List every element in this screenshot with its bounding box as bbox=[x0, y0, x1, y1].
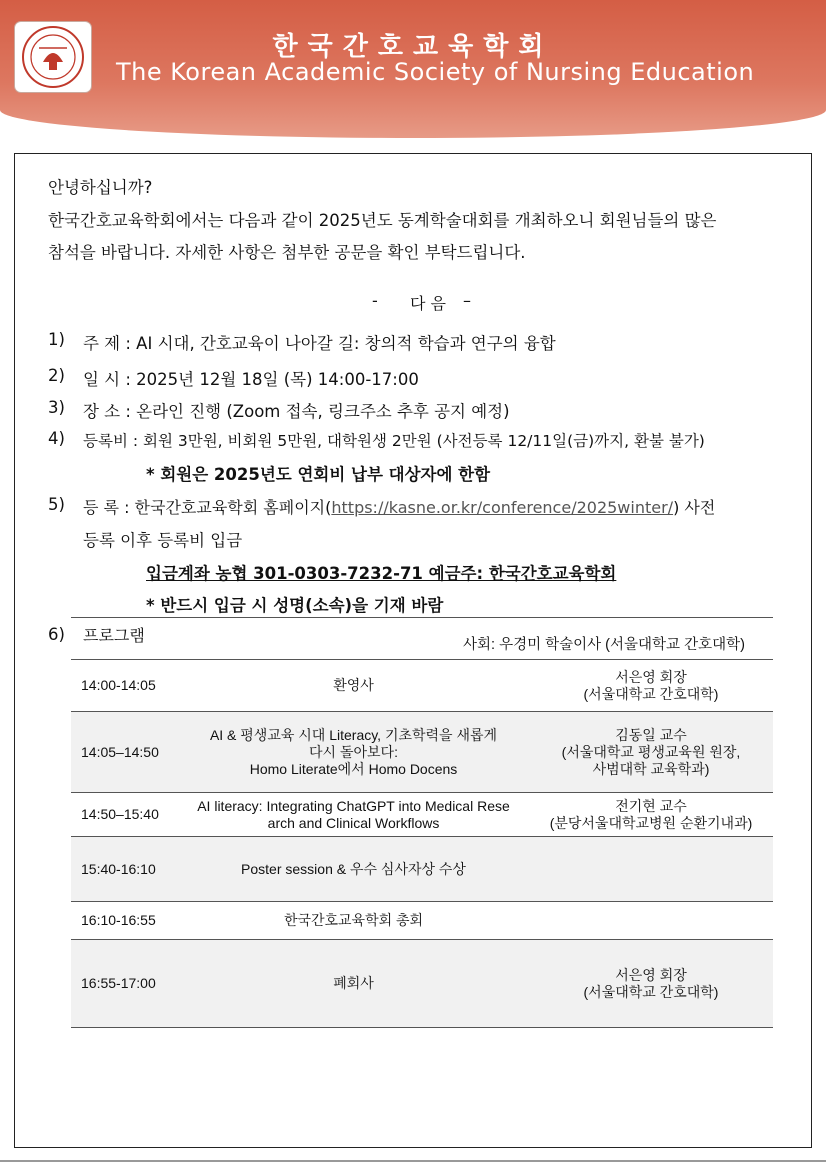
program-table bbox=[71, 617, 773, 1028]
separator-center: 다 음 bbox=[410, 294, 446, 313]
account-note: * 반드시 입금 시 성명(소속)을 기재 바람 bbox=[146, 596, 444, 615]
registration-link[interactable]: https://kasne.or.kr/conference/2025winter/ bbox=[331, 498, 674, 517]
separator-left: - bbox=[372, 291, 378, 310]
registration-prefix: 등 록 : 한국간호교육학회 홈페이지( bbox=[83, 498, 332, 517]
table-row bbox=[71, 660, 773, 712]
session-speaker bbox=[529, 837, 773, 902]
session-time: 14:50–15:40 bbox=[71, 793, 178, 837]
item-number-4: 4) bbox=[48, 429, 65, 448]
greeting-line-3: 참석을 바랍니다. 자세한 사항은 첨부한 공문을 확인 부탁드립니다. bbox=[48, 243, 526, 262]
table-row bbox=[71, 940, 773, 1028]
session-title: 한국간호교육학회 총회 bbox=[178, 902, 529, 940]
header-banner bbox=[0, 0, 826, 138]
registration-suffix: ) 사전 bbox=[673, 498, 716, 517]
session-speaker: 서은영 회장 (서울대학교 간호대학) bbox=[529, 660, 773, 712]
registration-line-2: 등록 이후 등록비 입금 bbox=[83, 531, 243, 550]
item-date: 일 시 : 2025년 12월 18일 (목) 14:00-17:00 bbox=[83, 370, 419, 389]
item-registration bbox=[83, 495, 715, 518]
program-header-spacer bbox=[71, 618, 773, 660]
session-speaker: 김동일 교수 (서울대학교 평생교육원 원장, 사범대학 교육학과) bbox=[529, 712, 773, 793]
greeting-line-1: 안녕하십니까? bbox=[48, 178, 153, 197]
table-row bbox=[71, 902, 773, 940]
item-number-2: 2) bbox=[48, 366, 65, 385]
session-time: 14:05–14:50 bbox=[71, 712, 178, 793]
item-number-3: 3) bbox=[48, 398, 65, 417]
session-time: 16:10-16:55 bbox=[71, 902, 178, 940]
bank-account: 입금계좌 농협 301-0303-7232-71 예금주: 한국간호교육학회 bbox=[146, 564, 617, 583]
table-row bbox=[71, 793, 773, 837]
item-number-5: 5) bbox=[48, 495, 65, 514]
item-fee: 등록비 : 회원 3만원, 비회원 5만원, 대학원생 2만원 (사전등록 12/11일(금)까지, 환불 불가) bbox=[83, 432, 705, 450]
session-time: 14:00-14:05 bbox=[71, 660, 178, 712]
session-speaker bbox=[529, 902, 773, 940]
fee-note: * 회원은 2025년도 연회비 납부 대상자에 한함 bbox=[146, 465, 491, 484]
session-title: AI & 평생교육 시대 Literacy, 기초학력을 새롭게 다시 돌아보다: Homo Literate에서 Homo Docens bbox=[178, 712, 529, 793]
session-speaker: 전기현 교수 (분당서울대학교병원 순환기내과) bbox=[529, 793, 773, 837]
separator-right: – bbox=[463, 291, 471, 310]
society-title-english: The Korean Academic Society of Nursing Education bbox=[116, 58, 755, 86]
session-title: 환영사 bbox=[178, 660, 529, 712]
session-time: 15:40-16:10 bbox=[71, 837, 178, 902]
item-number-6: 6) bbox=[48, 625, 65, 644]
program-moderator: 사회: 우경미 학술이사 (서울대학교 간호대학) bbox=[463, 637, 745, 653]
program-label: 프로그램 bbox=[83, 626, 145, 645]
session-speaker: 서은영 회장 (서울대학교 간호대학) bbox=[529, 940, 773, 1028]
session-title: 폐회사 bbox=[178, 940, 529, 1028]
table-row bbox=[71, 837, 773, 902]
item-place: 장 소 : 온라인 진행 (Zoom 접속, 링크주소 추후 공지 예정) bbox=[83, 402, 510, 421]
session-title: Poster session & 우수 심사자상 수상 bbox=[178, 837, 529, 902]
session-time: 16:55-17:00 bbox=[71, 940, 178, 1028]
session-title: AI literacy: Integrating ChatGPT into Medical Rese arch and Clinical Workflows bbox=[178, 793, 529, 837]
table-row bbox=[71, 712, 773, 793]
item-number-1: 1) bbox=[48, 330, 65, 349]
society-title-korean: 한국간호교육학회 bbox=[272, 32, 554, 62]
greeting-line-2: 한국간호교육학회에서는 다음과 같이 2025년도 동계학술대회를 개최하오니 회원님들의 많은 bbox=[48, 211, 717, 230]
item-theme: 주 제 : AI 시대, 간호교육이 나아갈 길: 창의적 학습과 연구의 융합 bbox=[83, 334, 556, 353]
